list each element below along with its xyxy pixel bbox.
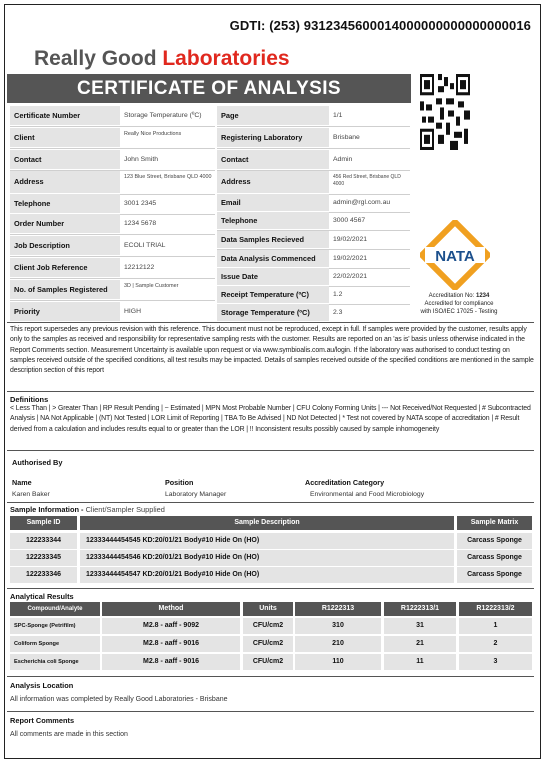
- divider: [7, 391, 534, 392]
- results-cell: CFU/cm2: [243, 636, 293, 652]
- auth-header-category: Accreditation Category: [305, 478, 385, 487]
- results-cell: 3: [459, 654, 532, 670]
- sample-info-title-main: Sample Information -: [10, 505, 86, 514]
- field-label-1: Client: [10, 128, 120, 147]
- results-cell: SPC-Sponge (Petrifilm): [10, 618, 100, 634]
- qr-code-icon: [420, 74, 470, 150]
- field-label-3: Address: [10, 171, 120, 193]
- results-header-0: Compound/Analyte: [10, 602, 100, 616]
- results-header-4: R1222313/1: [384, 602, 456, 616]
- divider: [7, 588, 534, 589]
- field-label-right-9: Receipt Temperature (ºC): [217, 286, 329, 303]
- results-cell: 11: [384, 654, 456, 670]
- field-value-right-4: admin@rgl.com.au: [333, 199, 391, 206]
- divider: [7, 502, 534, 503]
- auth-header-position: Position: [165, 478, 194, 487]
- auth-name: Karen Baker: [12, 491, 50, 498]
- field-label-2: Contact: [10, 150, 120, 169]
- analysis-location-text: All information was completed by Really Good Laboratories - Brisbane: [10, 696, 228, 703]
- lab-brand-name: [34, 47, 290, 71]
- sample-cell: Carcass Sponge: [457, 550, 532, 566]
- field-label-right-5: Telephone: [217, 212, 329, 229]
- divider: [7, 676, 534, 677]
- field-value-6: ECOLI TRIAL: [124, 242, 166, 249]
- divider: [7, 450, 534, 451]
- results-cell: 110: [295, 654, 381, 670]
- field-value-7: 12212122: [124, 264, 155, 271]
- accreditation-note: [400, 292, 518, 316]
- field-value-right-0: 1/1: [333, 112, 343, 119]
- report-comments-title: Report Comments: [10, 716, 75, 725]
- auth-category: Environmental and Food Microbiology: [310, 491, 425, 498]
- accreditation-line2: Accredited for compliance: [424, 301, 494, 307]
- results-cell: 1: [459, 618, 532, 634]
- gdti-code: GDTI: (253) 9312345600014000000000000000016: [229, 18, 531, 33]
- sample-cell: 12333444454545 KD:20/01/21 Body#10 Hide On (HO): [80, 533, 454, 549]
- analysis-results-title: Analytical Results: [10, 592, 74, 601]
- field-label-right-4: Email: [217, 194, 329, 211]
- row-divider: [10, 234, 215, 235]
- field-label-9: Priority: [10, 302, 120, 321]
- field-label-right-10: Storage Temperature (ºC): [217, 304, 329, 321]
- disclaimer-text: This report supersedes any previous revision with this reference. This document must not be reproduced, except in full. If samples were provided by the customer, results apply only to the samples as received and responsibility for representative sampling rests with the customer. Results are reported on an 'as is' basis unless otherwise indicated in the Report Comments section. Measurement Uncertainty is available upon request or via www.symbioalis.com.au/login. If the laboratory was authorised to conduct testing on samples received outside of the specified conditions, all test results may be impacted. Details of samples received outside of the specified conditions are mentioned in the sample description section of this report: [10, 326, 534, 375]
- brand-part-1: Really Good: [34, 47, 163, 70]
- sample-header-2: Sample Matrix: [457, 516, 532, 530]
- field-label-right-8: Issue Date: [217, 268, 329, 285]
- field-label-8: No. of Samples Registered: [10, 280, 120, 299]
- field-value-9: HIGH: [124, 308, 141, 315]
- accreditation-no-label: Accreditation No:: [428, 293, 475, 299]
- brand-part-2: Laboratories: [162, 47, 290, 70]
- field-value-right-3: 456 Red Street, Brisbane QLD 4000: [333, 174, 401, 187]
- field-value-right-5: 3000 4567: [333, 217, 366, 224]
- results-cell: 310: [295, 618, 381, 634]
- results-cell: 21: [384, 636, 456, 652]
- field-label-right-0: Page: [217, 106, 329, 125]
- field-label-7: Client Job Reference: [10, 258, 120, 277]
- field-label-right-7: Data Analysis Commenced: [217, 250, 329, 267]
- field-value-right-7: 19/02/2021: [333, 255, 368, 262]
- field-value-0: Storage Temperature (ºC): [124, 112, 202, 119]
- field-label-right-3: Address: [217, 171, 329, 193]
- results-cell: 210: [295, 636, 381, 652]
- field-value-right-10: 2.3: [333, 309, 343, 316]
- nata-logo-icon: [420, 220, 490, 290]
- sample-info-subtitle: Client/Sampler Supplied: [85, 505, 165, 514]
- field-value-4: 3001 2345: [124, 200, 157, 207]
- field-label-right-2: Contact: [217, 150, 329, 169]
- row-divider: [10, 300, 215, 301]
- definitions-text: < Less Than | > Greater Than | RP Result Pending | ~ Estimated | MPN Most Probable Number | CFU Colony Forming Units | --- Not Received/Not Requested | # Subcontracted Analysis | NA Not Applicable | (NT) Not Tested | LOR Limit of Reporting | TBA To Be Advised | ND Not Detected | * Test not covered by NATA scope of accreditation | # Result derived from a calculation and includes results equal to or greater than the LOR | !! Inconsistent results possibly caused by sample inhomogeneity: [10, 405, 531, 433]
- results-header-5: R1222313/2: [459, 602, 532, 616]
- results-header-3: R1222313: [295, 602, 381, 616]
- row-divider: [10, 278, 215, 279]
- results-cell: M2.8 - aaff - 9016: [102, 654, 240, 670]
- row-divider: [10, 126, 215, 127]
- field-value-1: Really Nice Productions: [124, 131, 182, 137]
- row-divider: [217, 148, 410, 149]
- results-header-2: Units: [243, 602, 293, 616]
- results-cell: M2.8 - aaff - 9016: [102, 636, 240, 652]
- row-divider: [10, 256, 215, 257]
- field-label-5: Order Number: [10, 214, 120, 233]
- sample-cell: 12333444454547 KD:20/01/21 Body#10 Hide On (HO): [80, 567, 454, 583]
- results-cell: Coliform Sponge: [10, 636, 100, 652]
- sample-cell: 12333444454546 KD:20/01/21 Body#10 Hide On (HO): [80, 550, 454, 566]
- row-divider: [10, 148, 215, 149]
- field-label-0: Certificate Number: [10, 106, 120, 125]
- results-cell: CFU/cm2: [243, 618, 293, 634]
- field-value-right-9: 1.2: [333, 291, 343, 298]
- sample-header-0: Sample ID: [10, 516, 77, 530]
- field-label-4: Telephone: [10, 194, 120, 213]
- results-cell: Escherichia coli Sponge: [10, 654, 100, 670]
- divider: [7, 711, 534, 712]
- field-value-8: 3D | Sample Customer: [124, 283, 179, 289]
- nata-logo-text: NATA: [435, 248, 475, 265]
- sample-cell: Carcass Sponge: [457, 533, 532, 549]
- sample-cell: 122233344: [10, 533, 77, 549]
- results-cell: M2.8 - aaff - 9092: [102, 618, 240, 634]
- certificate-title: CERTIFICATE OF ANALYSIS: [7, 74, 411, 103]
- report-comments-text: All comments are made in this section: [10, 731, 128, 738]
- sample-cell: 122233345: [10, 550, 77, 566]
- row-divider: [217, 126, 410, 127]
- results-cell: 2: [459, 636, 532, 652]
- sample-header-1: Sample Description: [80, 516, 454, 530]
- field-value-right-2: Admin: [333, 156, 353, 163]
- divider: [7, 322, 534, 323]
- field-value-3: 123 Blue Street, Brisbane QLD 4000: [124, 174, 212, 180]
- sample-cell: 122233346: [10, 567, 77, 583]
- results-header-1: Method: [102, 602, 240, 616]
- accreditation-line3: with ISO/IEC 17025 - Testing: [420, 309, 498, 315]
- field-value-right-6: 19/02/2021: [333, 236, 368, 243]
- analysis-location-title: Analysis Location: [10, 681, 74, 690]
- definitions-title: Definitions: [10, 395, 49, 404]
- field-label-6: Job Description: [10, 236, 120, 255]
- sample-info-title: [10, 505, 165, 514]
- field-label-right-6: Data Samples Recieved: [217, 231, 329, 248]
- field-value-right-1: Brisbane: [333, 134, 360, 141]
- auth-position: Laboratory Manager: [165, 491, 227, 498]
- field-label-right-1: Registering Laboratory: [217, 128, 329, 147]
- field-value-right-8: 22/02/2021: [333, 273, 368, 280]
- sample-cell: Carcass Sponge: [457, 567, 532, 583]
- field-value-5: 1234 5678: [124, 220, 157, 227]
- accreditation-no: 1234: [476, 293, 490, 299]
- auth-header-name: Name: [12, 478, 32, 487]
- results-cell: 31: [384, 618, 456, 634]
- results-cell: CFU/cm2: [243, 654, 293, 670]
- field-value-2: John Smith: [124, 156, 159, 163]
- authorised-title: Authorised By: [12, 458, 63, 467]
